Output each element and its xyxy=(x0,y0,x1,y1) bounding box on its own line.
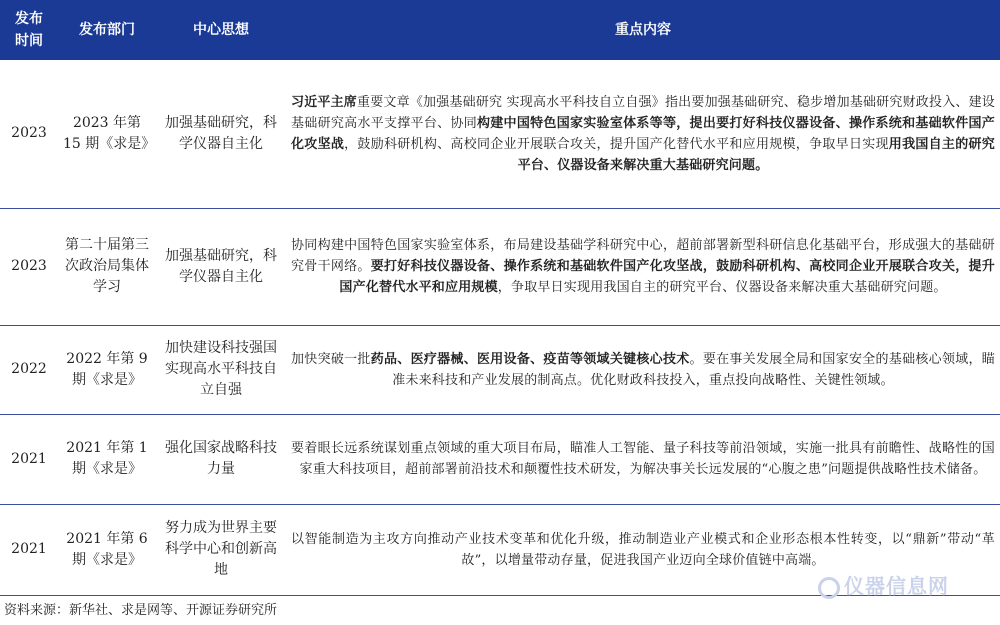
header-dept: 发布部门 xyxy=(79,22,135,38)
header-time: 发布 时间 xyxy=(15,11,43,49)
emphasis-text: 习近平主席 xyxy=(291,94,358,110)
cell-theme: 加快建设科技强国实现高水平科技自立自强 xyxy=(156,325,286,414)
cell-year: 2023 xyxy=(0,208,58,325)
cell-year: 2021 xyxy=(0,414,58,504)
watermark-logo xyxy=(818,570,949,599)
cell-content xyxy=(286,325,1000,414)
content-text: 协同构建中国特色国家实验室体系，布局建设基础学科研究中心，超前部署新型科研信息化基础平台，形成强大的基础研究骨干网络。 xyxy=(291,238,995,274)
emphasis-text: 构建中国特色国家实验室体系等等，提出要打好科技仪器设备、操作系统和基础软件国产化攻坚战 xyxy=(291,115,995,152)
table-row xyxy=(0,325,1000,414)
content-text: ，鼓励科研机构、高校同企业开展联合攻关，提升国产化替代水平和应用规模，争取早日实现 xyxy=(344,136,889,152)
content-text: 以智能制造为主攻方向推动产业技术变革和优化升级，推动制造业产业模式和企业形态根本性转变，以“鼎新”带动“革故”，以增量带动存量，促进我国产业迈向全球价值链中高端。 xyxy=(291,531,995,568)
emphasis-text: 要打好科技仪器设备、操作系统和基础软件国产化攻坚战，鼓励科研机构、高校同企业开展联合攻关，提升国产化替代水平和应用规模 xyxy=(339,259,996,295)
cell-source: 2022 年第 9 期《求是》 xyxy=(58,325,156,414)
cell-content xyxy=(286,60,1000,208)
cell-source: 2023 年第 15 期《求是》 xyxy=(58,60,156,208)
cell-theme: 强化国家战略科技力量 xyxy=(156,414,286,504)
cell-theme: 努力成为世界主要科学中心和创新高地 xyxy=(156,504,286,595)
table-row xyxy=(0,60,1000,208)
table-row xyxy=(0,414,1000,504)
cell-year: 2021 xyxy=(0,504,58,595)
cell-year: 2022 xyxy=(0,325,58,414)
cell-year: 2023 xyxy=(0,60,58,208)
table-row xyxy=(0,208,1000,325)
cell-theme: 加强基础研究，科学仪器自主化 xyxy=(156,60,286,208)
source-footnote: 资料来源：新华社、求是网等、开源证券研究所 xyxy=(4,603,278,618)
emphasis-text: 用我国自主的研究平台、仪器设备来解决重大基础研究问题。 xyxy=(517,136,995,173)
emphasis-text: 药品、医疗器械、医用设备、疫苗等领域关键核心技术 xyxy=(370,351,690,367)
content-text: 重要文章《加强基础研究 实现高水平科技自立自强》指出要加强基础研究、稳步增加基础研究财政投入、建设基础研究高水平支撑平台、协同 xyxy=(291,94,995,131)
cell-content xyxy=(286,414,1000,504)
cell-source: 2021 年第 6 期《求是》 xyxy=(58,504,156,595)
cell-source: 2021 年第 1 期《求是》 xyxy=(58,414,156,504)
header-row xyxy=(0,0,1000,60)
logo-icon xyxy=(818,577,840,599)
cell-source: 第二十届第三次政治局集体学习 xyxy=(58,208,156,325)
header-content: 重点内容 xyxy=(615,22,671,38)
header-idea: 中心思想 xyxy=(193,22,249,38)
cell-theme: 加强基础研究，科学仪器自主化 xyxy=(156,208,286,325)
content-text: 加快突破一批 xyxy=(291,351,371,367)
cell-content xyxy=(286,208,1000,325)
content-text: ，争取早日实现用我国自主的研究平台、仪器设备来解决重大基础研究问题。 xyxy=(497,280,947,295)
watermark-text: 仪器信息网 xyxy=(844,574,949,598)
content-text: 。要在事关发展全局和国家安全的基础核心领域，瞄准未来科技和产业发展的制高点。优化财政科技投入，重点投向战略性、关键性领域。 xyxy=(392,351,995,388)
content-text: 要着眼长远系统谋划重点领域的重大项目布局，瞄准人工智能、量子科技等前沿领域，实施一批具有前瞻性、战略性的国家重大科技项目，超前部署前沿技术和颠覆性技术研发，为解决事关长远发展的“心腹之患”问题提供战略性技术储备。 xyxy=(291,441,995,477)
